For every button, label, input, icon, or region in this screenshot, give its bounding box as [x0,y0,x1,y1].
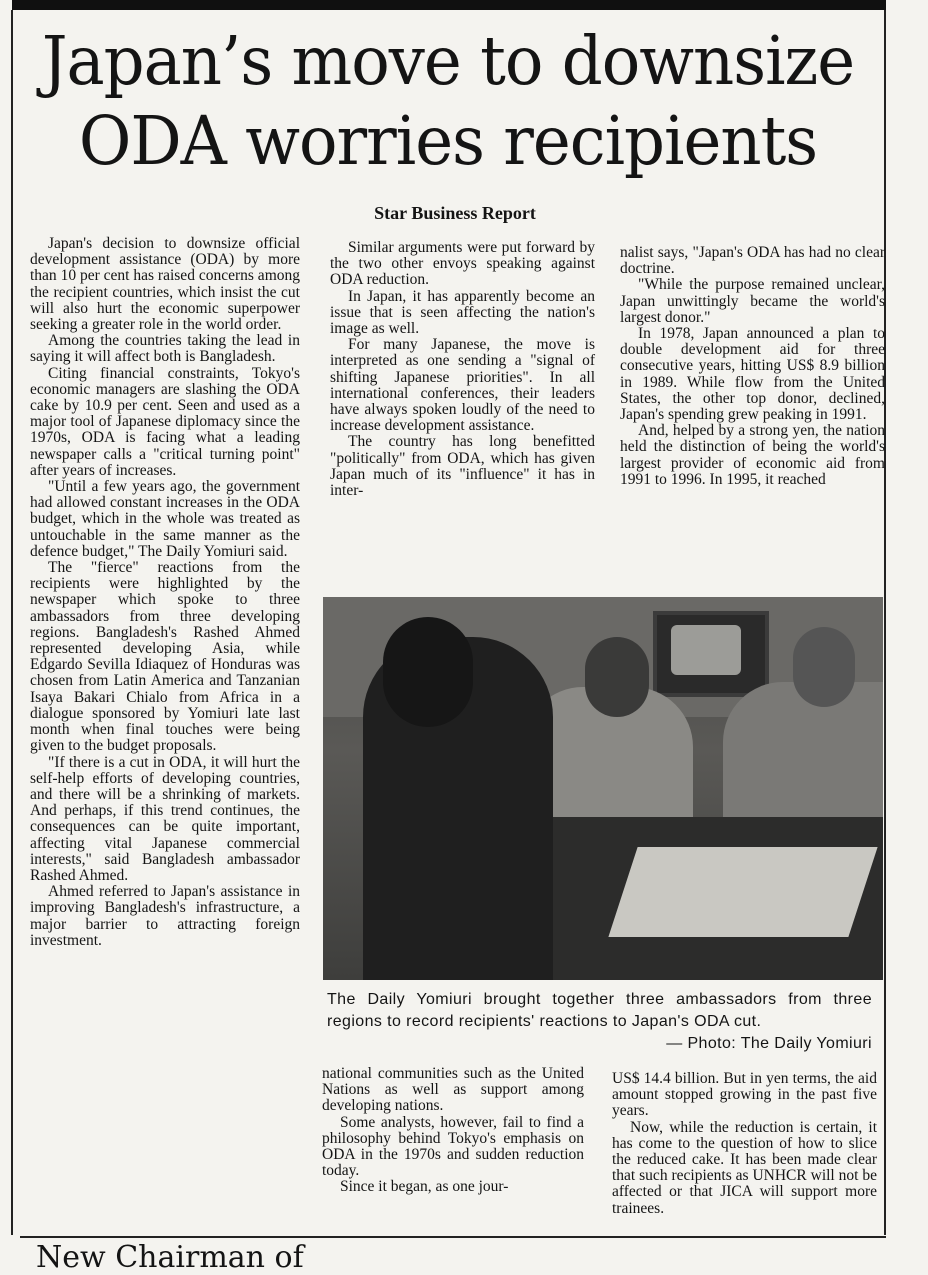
paragraph: nalist says, "Japan's ODA has had no clear doctrine. [620,244,885,278]
paragraph: The country has long benefitted "politically" from ODA, which has given Japan much of its "influence" it has in inter- [330,433,595,500]
body-column-2-bottom [322,1066,584,1196]
headline [14,22,882,182]
paragraph: Among the countries taking the lead in saying it will affect both is Bangladesh. [30,332,300,366]
paragraph: In 1978, Japan announced a plan to double development aid for three consecutive years, hitting US$ 8.9 billion in 1989. While flow from the United States, the other top donor, declined, Japan's spending grew peaking in 1991. [620,325,885,424]
paragraph: Now, while the reduction is certain, it has come to the question of how to slice the reduced cake. It has been made clear that such recipients as UNHCR will not be affected or that JICA will support more trainees. [612,1118,877,1217]
television-in-photo [653,611,769,697]
paragraph: Citing financial constraints, Tokyo's economic managers are slashing the ODA cake by 10.9 per cent. Seen and used as a major tool of Japanese diplomacy since the 1970s, ODA is facing what a leading newspaper calls a "critical turning point" after years of increases. [30,364,300,479]
headline-line-1: Japan’s move to downsize [41,23,855,101]
body-column-1 [30,236,300,949]
paragraph: "Until a few years ago, the government had allowed constant increases in the ODA budget, which in the whole was treated as untouchable in the same manner as the defence budget," The Daily Yomiuri said. [30,478,300,560]
paragraph: Ahmed referred to Japan's assistance in improving Bangladesh's infrastructure, a major barrier to attracting foreign investment. [30,883,300,949]
paragraph: "While the purpose remained unclear, Japan unwittingly became the world's largest donor." [620,276,885,326]
next-article-headline: New Chairman of [36,1240,304,1275]
top-rule [12,0,886,10]
paragraph: Since it began, as one jour- [340,1178,509,1196]
news-photo [323,597,883,980]
headline-line-2: ODA worries recipients [78,102,818,181]
body-column-2-top [330,240,595,499]
paragraph: And, helped by a strong yen, the nation held the distinction of being the world's largest provider of economic aid from 1991 to 1996. In 1995, it reached [620,422,885,488]
paragraph: US$ 14.4 billion. But in yen terms, the aid amount stopped growing in the past five years. [612,1070,877,1120]
paragraph: For many Japanese, the move is interpreted as one sending a "signal of shifting Japanese priorities". In all international conferences, their leaders have always spoken loudly of the need to increase development assistance. [330,336,595,435]
paragraph: Japan's decision to downsize official development assistance (ODA) by more than 10 per cent has raised concerns among the recipient countries, which insist the cut will also hurt the economic superpower seeking a greater role in the world order. [30,235,300,334]
bottom-rule [20,1236,886,1238]
body-column-3-top [620,245,885,488]
caption-text: The Daily Yomiuri brought together three ambassadors from three regions to record recipients' reactions to Japan's ODA cut. [327,991,872,1030]
paragraph: Some analysts, however, fail to find a philosophy behind Tokyo's emphasis on ODA in the 1970s and sudden reduction today. [322,1113,584,1180]
paragraph: "If there is a cut in ODA, it will hurt the self-help efforts of developing countries, and there will be a shrinking of markets. And perhaps, if this trend continues, the consequences can be quite important, affecting vital Japanese commercial interests," said Bangladesh ambassador Rashed Ahmed. [30,753,300,884]
photo-caption [327,989,872,1055]
paragraph: Similar arguments were put forward by the two other envoys speaking against ODA reduction. [330,239,595,289]
right-column-rule [884,10,886,1235]
paragraph: The "fierce" reactions from the recipients were highlighted by the newspaper which spoke to three ambassadors from three developing regions. Bangladesh's Rashed Ahmed represented developing Asia, while Edgardo Sevilla Idiaquez of Honduras was chosen from Latin America and Tanzanian Isaya Bakari Chialo from Africa in a dialogue sponsored by Yomiuri late last month when final touches were being given to the budget proposals. [30,559,300,755]
paragraph: national communities such as the United Nations as well as support among developing nations. [322,1065,584,1115]
paragraph: In Japan, it has apparently become an issue that is seen affecting the nation's image as well. [330,287,595,338]
left-column-rule [11,10,13,1235]
byline: Star Business Report [374,203,536,223]
photo-credit: — Photo: The Daily Yomiuri [666,1035,872,1052]
body-column-3-bottom [612,1071,877,1217]
